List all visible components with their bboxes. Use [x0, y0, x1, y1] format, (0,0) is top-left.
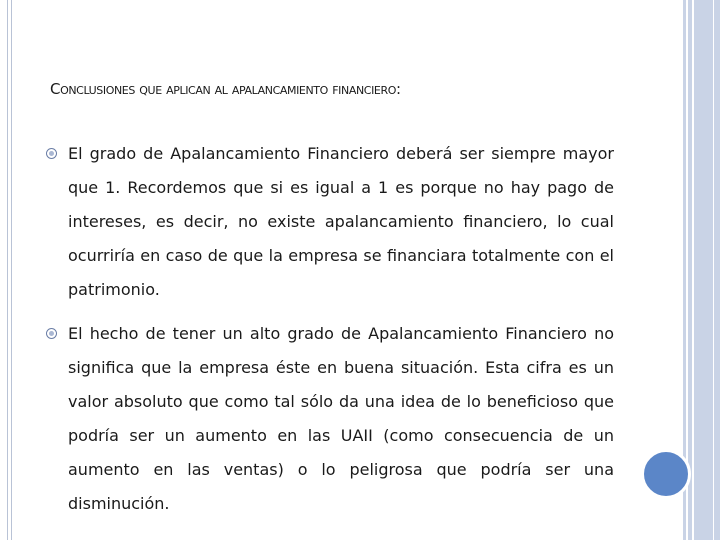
bullet-circle-icon: [46, 328, 57, 339]
left-frame-line: [7, 0, 12, 540]
right-frame-stripe: [713, 0, 714, 540]
slide-title: Conclusiones que aplican al apalancamiento financiero:: [50, 80, 401, 98]
bullet-item: [44, 317, 614, 521]
bullet-text: El hecho de tener un alto grado de Apalancamiento Financiero no significa que la empresa éste en buena situación. Esta cifra es un valor absoluto que como tal sólo da una idea de lo beneficioso que podría ser un aumento en las UAII (como consecuencia de un aumento en las ventas) o lo peligrosa que podría ser una disminución.: [68, 324, 614, 513]
decorative-circle: [641, 449, 691, 499]
right-frame-band: [683, 0, 720, 540]
bullet-text: El grado de Apalancamiento Financiero deberá ser siempre mayor que 1. Recordemos que si es igual a 1 es porque no hay pago de intereses, es decir, no existe apalancamiento financiero, lo cual ocurriría en caso de que la empresa se financiara totalmente con el patrimonio.: [68, 144, 614, 299]
bullet-circle-icon: [46, 148, 57, 159]
right-frame-stripe: [692, 0, 694, 540]
bullet-item: [44, 137, 614, 307]
bullet-list: [44, 137, 614, 531]
